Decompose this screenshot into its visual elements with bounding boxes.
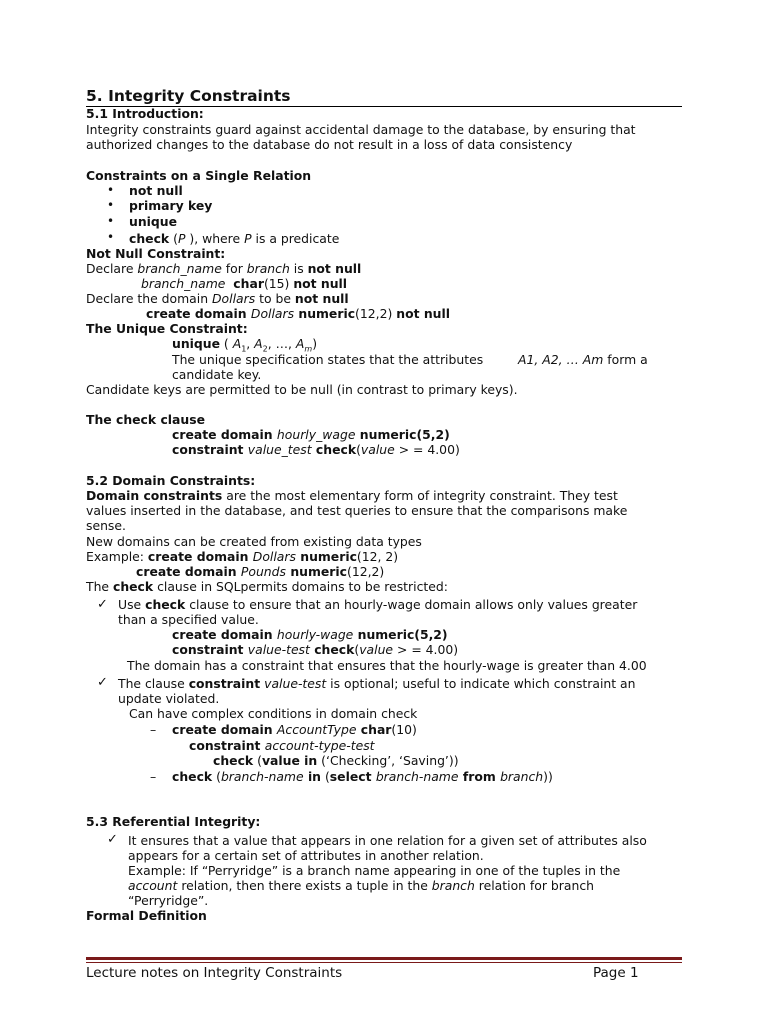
text-line: It ensures that a value that appears in one relation for a given set of attributes also xyxy=(128,833,647,848)
list-item: unique xyxy=(129,214,177,229)
text-line: The check clause in SQLpermits domains to be restricted: xyxy=(86,579,448,594)
code-line: constraint value_test check(value > = 4.00) xyxy=(172,442,460,457)
unique-heading: The Unique Constraint: xyxy=(86,321,248,336)
code-line: constraint account-type-test xyxy=(189,738,375,753)
text-line: than a specified value. xyxy=(118,612,259,627)
list-item: not null xyxy=(129,183,183,198)
text-line: “Perryridge”. xyxy=(128,893,209,908)
checkmark-icon: ✓ xyxy=(97,675,108,690)
check-clause-heading: The check clause xyxy=(86,412,206,427)
footer-rule xyxy=(86,962,682,963)
intro-line-2: authorized changes to the database do not result in a loss of data consistency xyxy=(86,137,573,152)
footer-title: Lecture notes on Integrity Constraints xyxy=(86,965,343,981)
text-line: Can have complex conditions in domain check xyxy=(129,706,418,721)
code-line: branch_name char(15) not null xyxy=(141,276,348,291)
list-item: check (P ), where P is a predicate xyxy=(129,231,340,246)
text-line: account relation, then there exists a tuple in the branch relation for branch xyxy=(128,878,594,893)
text-line: Declare the domain Dollars to be not null xyxy=(86,291,349,306)
code-line: create domain Pounds numeric(12,2) xyxy=(136,564,385,579)
text-line: appears for a certain set of attributes in another relation. xyxy=(128,848,484,863)
text-line: Use check clause to ensure that an hourly-wage domain allows only values greater xyxy=(118,597,638,612)
list-item: primary key xyxy=(129,198,213,213)
text-line: sense. xyxy=(86,518,126,533)
text-line: Domain constraints are the most elementary form of integrity constraint. They test xyxy=(86,488,618,503)
text-line: values inserted in the database, and test queries to ensure that the comparisons make xyxy=(86,503,628,518)
code-line: create domain hourly-wage numeric(5,2) xyxy=(172,627,448,642)
text-line: New domains can be created from existing data types xyxy=(86,534,422,549)
text-line: The clause constraint value-test is optional; useful to indicate which constraint an xyxy=(118,676,636,691)
bullet-icon: • xyxy=(107,214,115,228)
code-line: unique ( $A_1$, $A_2$, …, $A_m$) xyxy=(172,336,318,354)
bullet-icon: • xyxy=(107,198,115,212)
text-line: The unique specification states that the attributes xyxy=(172,352,484,367)
section-heading-5-2: 5.2 Domain Constraints: xyxy=(86,473,256,488)
section-heading-5-1: 5.1 Introduction: xyxy=(86,106,204,121)
text-line: A1, A2, … Am form a xyxy=(518,352,648,367)
not-null-heading: Not Null Constraint: xyxy=(86,246,226,261)
page-title: 5. Integrity Constraints xyxy=(86,87,291,105)
code-line: create domain hourly_wage numeric(5,2) xyxy=(172,427,450,442)
text-line: candidate key. xyxy=(172,367,262,382)
single-relation-heading: Constraints on a Single Relation xyxy=(86,168,312,183)
text-line: Example: create domain Dollars numeric(12, 2) xyxy=(86,549,399,564)
code-line: check (branch-name in (select branch-name from branch)) xyxy=(172,769,553,784)
code-line: constraint value-test check(value > = 4.00) xyxy=(172,642,459,657)
text-line: Example: If “Perryridge” is a branch name appearing in one of the tuples in the xyxy=(128,863,621,878)
formal-definition-heading: Formal Definition xyxy=(86,908,207,923)
code-line: check (value in (‘Checking’, ‘Saving’)) xyxy=(213,753,459,768)
text-line: Candidate keys are permitted to be null (in contrast to primary keys). xyxy=(86,382,518,397)
text-line: The domain has a constraint that ensures that the hourly-wage is greater than 4.00 xyxy=(127,658,647,673)
bullet-icon: • xyxy=(107,230,115,244)
footer-rule xyxy=(86,957,682,960)
text-line: update violated. xyxy=(118,691,220,706)
dash-marker: – xyxy=(150,769,157,784)
dash-marker: – xyxy=(150,722,157,737)
code-line: create domain Dollars numeric(12,2) not null xyxy=(146,306,450,321)
intro-line-1: Integrity constraints guard against accidental damage to the database, by ensuring that xyxy=(86,122,636,137)
code-line: create domain AccountType char(10) xyxy=(172,722,417,737)
page-number: Page 1 xyxy=(593,965,639,981)
text-line: Declare branch_name for branch is not null xyxy=(86,261,362,276)
checkmark-icon: ✓ xyxy=(107,832,118,847)
section-heading-5-3: 5.3 Referential Integrity: xyxy=(86,814,261,829)
bullet-icon: • xyxy=(107,183,115,197)
checkmark-icon: ✓ xyxy=(97,597,108,612)
